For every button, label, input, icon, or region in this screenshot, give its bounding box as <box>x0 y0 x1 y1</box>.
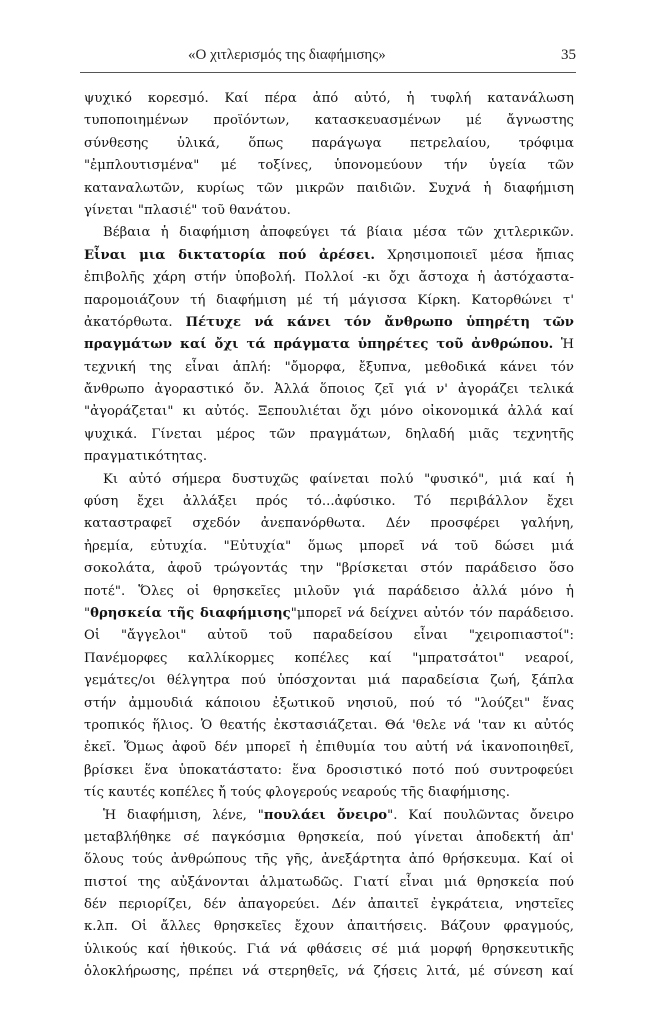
text-line: τυποποιημένων προϊόντων, κατασκευασμένων μέ ἄγνωστης <box>84 113 574 129</box>
text-line: ἐκεῖ. Ὅμως ἀφοῦ δέν μπορεῖ ἡ ἐπιθυμία του αὐτή νά ἱκανοποιηθεῖ, <box>84 740 574 756</box>
running-title: «Ο χιτλερισμός της διαφήμισης» <box>188 47 386 63</box>
text-run: ". Καί πουλῶντας ὄνειρο <box>387 807 575 823</box>
text-line: τροπικός ἥλιος. Ὁ θεατής ἐκστασιάζεται. Θά 'θελε νά 'ταν κι αὐτός <box>84 717 574 733</box>
body-text <box>84 88 574 984</box>
text-line: τίς καυτές κοπέλες ἤ τούς φλογερούς νεαρούς τῆς διαφήμισης. <box>84 785 510 801</box>
text-line: στήν ἀμμουδιά κάποιου ἐξωτικοῦ νησιοῦ, πού τό "λούζει" ἕνας <box>84 695 574 711</box>
page-number: 35 <box>561 47 576 63</box>
text-line: ἐπιβολῆς χάρη στήν ὑποβολή. Πολλοί -κι ὄχι ἄστοχα ἡ ἀστόχαστα- <box>84 270 574 286</box>
text-line <box>84 334 574 356</box>
text-line: Κι αὐτό σήμερα δυστυχῶς φαίνεται πολύ "φυσικό", μιά καί ἡ <box>103 471 574 487</box>
page-header <box>80 47 576 67</box>
bold-phrase: πουλάει ὄνειρο <box>263 807 388 823</box>
text-run: Ἡ <box>553 337 574 353</box>
text-line: πραγματικότητας. <box>84 449 208 465</box>
text-run: " <box>84 605 91 621</box>
text-line: τεχνική της εἶναι ἁπλή: "ὄμορφα, ἔξυπνα, μεθοδικά κάνει τόν <box>84 359 574 375</box>
text-line: ψυχικό κορεσμό. Καί πέρα ἀπό αὐτό, ἡ τυφλή κατανάλωση <box>84 91 574 106</box>
text-run: Ἡ διαφήμιση, λένε, " <box>103 807 264 823</box>
text-line: σοκολάτα, ἀφοῦ τρώγοντάς την "βρίσκεται στόν παράδεισο ὅσο <box>84 561 574 577</box>
bold-phrase: θρησκεία τῆς διαφήμισης <box>90 605 291 621</box>
text-line: ποτέ". Ὅλες οἱ θρησκεῖες μιλοῦν γιά παράδεισο ἀλλά μόνο ἡ <box>84 583 574 599</box>
text-run: Χρησιμοποιεῖ μέσα ἤπιας <box>375 247 574 263</box>
text-run: ἀκατόρθωτα. <box>84 314 186 330</box>
text-line <box>84 312 574 334</box>
text-line: καταστραφεῖ σχεδόν ἀνεπανόρθωτα. Δέν προσφέρει γαλήνη, <box>84 516 574 532</box>
text-line: Πανέμορφες καλλίκορμες κοπέλες καί "μπρατσάτοι" νεαροί, <box>84 650 574 666</box>
header-rule <box>80 72 576 73</box>
text-line: μεταβλήθηκε σέ παγκόσμια θρησκεία, πού γίνεται ἀποδεκτή ἀπ' <box>84 829 574 845</box>
text-line: ἠρεμία, εὐτυχία. "Εὐτυχία" ὅμως μπορεῖ νά τοῦ δώσει μιά <box>84 538 574 554</box>
text-line <box>84 805 574 827</box>
text-line: γεμάτες/οι θέλγητρα πού ὑπόσχονται μιά παραδείσια ζωή, ξάπλα <box>84 673 574 689</box>
text-line: Βέβαια ἡ διαφήμιση ἀποφεύγει τά βίαια μέσα τῶν χιτλερικῶν. <box>103 225 574 241</box>
text-line: βρίσκει ἕνα ὑποκατάστατο: ἕνα δροσιστικό ποτό πού συντροφεύει <box>84 762 574 778</box>
text-line: ὅλους τούς ἀνθρώπους τῆς γῆς, ἀνεξάρτητα ἀπό θρήσκευμα. Καί οἱ <box>84 852 574 868</box>
text-line: δέν περιορίζει, δέν ἀπαγορεύει. Δέν ἀπαιτεῖ ἐγκράτεια, νηστεῖες <box>84 897 574 913</box>
bold-phrase: Εἶναι μια δικτατορία πού ἀρέσει. <box>84 247 376 263</box>
text-line: ἄνθρωπο ἀγοραστικό ὄν. Ἀλλά ὅποιος ζεῖ γιά ν' ἀγοράζει τελικά <box>84 382 574 398</box>
text-line: σύνθεσης ὑλικά, ὅπως παράγωγα πετρελαίου, τρόφιμα <box>84 135 574 151</box>
text-line <box>84 245 574 267</box>
text-line: παρομοιάζουν τή διαφήμιση μέ τή μάγισσα Κίρκη. Κατορθώνει τ' <box>84 292 574 308</box>
text-line: ὑλικούς καί ἠθικούς. Γιά νά φθάσεις σέ μιά μορφή θρησκευτικῆς <box>84 941 574 957</box>
text-line: γίνεται "πλασιέ" τοῦ θανάτου. <box>84 202 291 218</box>
text-run: "μπορεῖ νά δείχνει αὐτόν τόν παράδεισο. <box>290 605 574 621</box>
text-line: "ἐμπλουτισμένα" μέ τοξίνες, ὑπονομεύουν τήν ὑγεία τῶν <box>84 158 574 174</box>
text-line: ψυχικά. Γίνεται μέρος τῶν πραγμάτων, δηλαδή μιᾶς τεχνητῆς <box>84 426 574 442</box>
bold-phrase: Πέτυχε νά κάνει τόν ἄνθρωπο ὑπηρέτη τῶν <box>185 314 574 330</box>
text-line: Οἱ "ἄγγελοι" αὐτοῦ τοῦ παραδείσου εἶναι "χειροπιαστοί": <box>84 628 574 644</box>
text-line: φύση ἔχει ἀλλάξει πρός τό...ἀφύσικο. Τό περιβάλλον ἔχει <box>84 494 574 510</box>
text-line: "ἀγοράζεται" κι αὐτός. Ξεπουλιέται ὄχι μόνο οἰκονομικά ἀλλά καί <box>84 404 574 420</box>
text-line <box>84 603 574 625</box>
text-line: καταναλωτῶν, κυρίως τῶν μικρῶν παιδιῶν. Συχνά ἡ διαφήμιση <box>84 180 574 196</box>
text-line: πιστοί της αὐξάνονται ἁλματωδῶς. Γιατί εἶναι μιά θρησκεία πού <box>84 874 574 890</box>
text-line: κ.λπ. Οἱ ἄλλες θρησκεῖες ἔχουν ἀπαιτήσεις. Βάζουν φραγμούς, <box>84 919 574 935</box>
bold-phrase: πραγμάτων καί ὄχι τά πράγματα ὑπηρέτες τοῦ ἀνθρώπου. <box>84 337 554 353</box>
text-line: ὁλοκλήρωσης, πρέπει νά στερηθεῖς, νά ζήσεις λιτά, μέ σύνεση καί <box>84 964 574 980</box>
